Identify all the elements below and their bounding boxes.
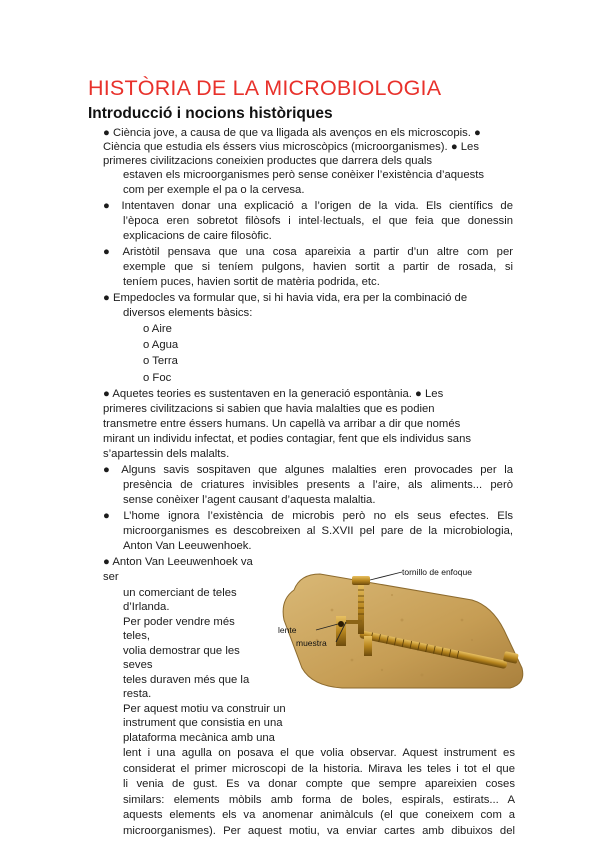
- text-line: Anton Van Leeuwenhoek.: [123, 540, 252, 552]
- label-sample: muestra: [296, 638, 327, 648]
- text-line: ser: [103, 571, 119, 583]
- text-line: ● Ciència jove, a causa de que va lligada als avenços en els microscopis. ●: [103, 127, 481, 139]
- microscope-plate: [283, 574, 523, 688]
- text-line: explicacions de caire filosòfic.: [123, 230, 272, 242]
- list-item: o Agua: [143, 339, 179, 351]
- text-line: mirant un individu infectat, et podies contagiar, fent que els individus sans: [103, 433, 471, 445]
- leeuwenhoek-microscope-figure: [272, 560, 530, 700]
- text-line: teles duraven més que la: [123, 674, 250, 686]
- text-line: l’època eren sobretot filòsofs i intel·lectuals, el que feia que donessin: [123, 215, 513, 227]
- text-line: ● Aquetes teories es sustentaven en la generació espontània. ● Les: [103, 388, 444, 400]
- text-line: volia demostrar que les: [123, 645, 240, 657]
- list-item: o Foc: [143, 372, 172, 384]
- text-line: ● Aristòtil pensava que una cosa apareixia a partir d’un altre com per: [103, 246, 513, 258]
- label-lens: lente: [278, 625, 297, 635]
- text-line: primeres civilitzacions si sabien que havia malalties que es podien: [103, 403, 435, 415]
- text-line: ● Anton Van Leeuwenhoek va: [103, 556, 253, 568]
- text-line: seves: [123, 659, 153, 671]
- text-line: microorganismes). Per aquest motiu, va enviar cartes amb dibuixos del: [123, 825, 515, 837]
- text-line: diversos elements bàsics:: [123, 307, 253, 319]
- list-item: o Aire: [143, 323, 172, 335]
- text-line: Per poder vendre més: [123, 616, 235, 628]
- section-subtitle: Introducció i nocions històriques: [88, 105, 333, 122]
- text-line: transmetre entre éssers humans. Un capellà va arribar a dir que només: [103, 418, 461, 430]
- text-line: considerat el primer microscopi de la historia. Mirava les teles i tot el que: [123, 763, 515, 775]
- list-item: o Terra: [143, 355, 178, 367]
- text-line: s’apartessin dels malalts.: [103, 448, 230, 460]
- text-line: d’Irlanda.: [123, 601, 170, 613]
- text-line: exemple que si teníem pulgons, havien sortit a partir de rosada, si: [123, 261, 513, 273]
- text-line: ● L’home ignora l’existència de microbis però no els seus efectes. Els: [103, 510, 513, 522]
- label-focus-screw: tornillo de enfoque: [402, 567, 472, 577]
- text-line: estaven els microorganismes però sense conèixer l’existència d’aquests: [123, 169, 485, 181]
- text-line: lent i una agulla on posava el que volia observar. Aquest instrument es: [123, 747, 515, 759]
- text-line: ● Alguns savis sospitaven que algunes malalties eren provocades per la: [103, 464, 513, 476]
- text-line: resta.: [123, 688, 152, 700]
- text-line: presència de criatures invisibles presents a l’aire, als aliments... però: [123, 479, 513, 491]
- text-line: teníem puces, havien sortit de matèria podrida, etc.: [123, 276, 380, 288]
- text-line: un comerciant de teles: [123, 587, 237, 599]
- text-line: microorganismes es descobreixen al S.XVII pel pare de la microbiologia,: [123, 525, 513, 537]
- text-line: aquests elements els va anomenar animàlculs (el que coneixem com a: [123, 809, 515, 821]
- text-line: similars: elements mòbils amb forma de boles, espirals, estirats... A: [123, 794, 515, 806]
- text-line: teles,: [123, 630, 151, 642]
- text-line: ● Intentaven donar una explicació a l’origen de la vida. Els científics de: [103, 200, 513, 212]
- text-line: plataforma mecànica amb una: [123, 732, 275, 744]
- text-line: Ciència que estudia els éssers vius microscòpics (microorganismes). ● Les: [103, 141, 479, 153]
- text-line: com per exemple el pa o la cervesa.: [123, 184, 305, 196]
- text-line: sense conèixer l’agent causant d’aquesta malaltia.: [123, 494, 376, 506]
- text-line: instrument que consistia en una: [123, 717, 283, 729]
- page-title: HISTÒRIA DE LA MICROBIOLOGIA: [88, 76, 442, 100]
- text-line: Per aquest motiu va construir un: [123, 703, 286, 715]
- text-line: li venia de gust. Es va donar compte que sempre apareixien coses: [123, 778, 515, 790]
- text-line: primeres civilitzacions coneixien productes que darrera dels quals: [103, 155, 433, 167]
- text-line: ● Empedocles va formular que, si hi havia vida, era per la combinació de: [103, 292, 468, 304]
